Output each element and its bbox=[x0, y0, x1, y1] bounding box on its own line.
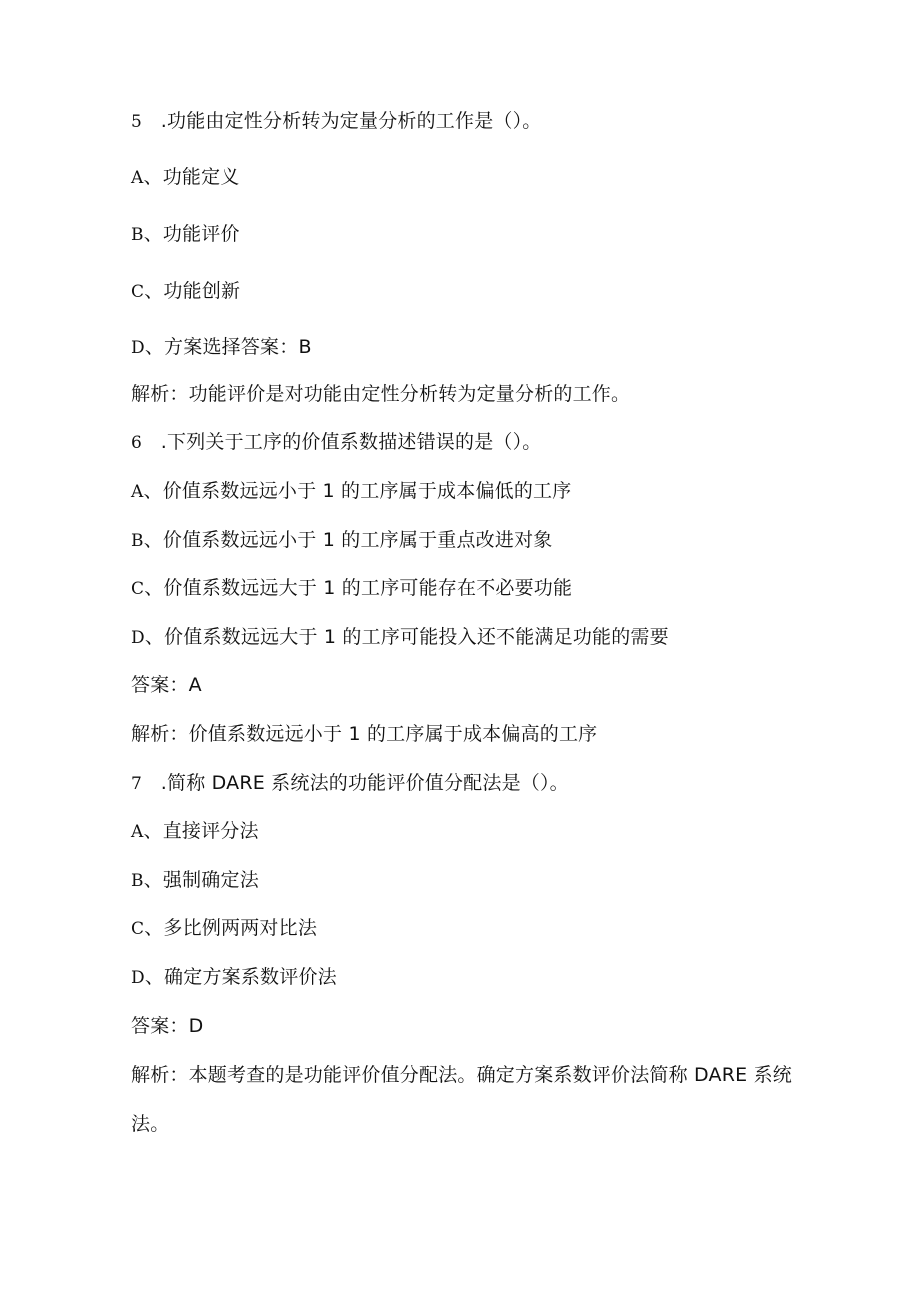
option-letter: D bbox=[131, 968, 145, 988]
option-text: 强制确定法 bbox=[162, 869, 259, 891]
question-number: 7 bbox=[131, 774, 143, 794]
option-letter: C bbox=[131, 282, 145, 302]
option-separator: 、 bbox=[144, 966, 165, 988]
option-separator: 、 bbox=[143, 480, 163, 502]
question-7-stem bbox=[131, 770, 569, 797]
option-text: 价值系数远远大于 1 的工序可能存在不必要功能 bbox=[163, 577, 573, 599]
analysis-text: 解析：功能评价是对功能由定性分析转为定量分析的工作。 bbox=[131, 383, 631, 405]
option-separator: 、 bbox=[143, 529, 163, 551]
analysis-text: 法。 bbox=[131, 1113, 170, 1135]
question-text: .下列关于工序的价值系数描述错误的是（）。 bbox=[160, 431, 542, 453]
question-5-option-b bbox=[131, 221, 240, 248]
answer-text: 答案：D bbox=[131, 1015, 204, 1037]
option-text: 价值系数远远小于 1 的工序属于成本偏低的工序 bbox=[162, 480, 572, 502]
question-7-option-c bbox=[131, 915, 317, 942]
question-5-analysis bbox=[131, 381, 630, 407]
option-text: 功能定义 bbox=[162, 166, 240, 188]
option-separator: 、 bbox=[143, 820, 163, 842]
question-5-stem bbox=[131, 108, 542, 135]
option-letter: B bbox=[131, 225, 144, 245]
question-6-option-a bbox=[131, 478, 571, 505]
option-separator: 、 bbox=[144, 917, 164, 939]
question-6-analysis bbox=[131, 721, 597, 747]
option-text: 功能评价 bbox=[162, 223, 240, 245]
option-text: 直接评分法 bbox=[162, 820, 259, 842]
question-text: .简称 DARE 系统法的功能评价值分配法是（）。 bbox=[160, 772, 569, 794]
option-letter: C bbox=[131, 919, 145, 939]
question-7-option-a bbox=[131, 818, 259, 845]
option-separator: 、 bbox=[143, 166, 163, 188]
question-5-option-c bbox=[131, 278, 240, 305]
question-6-option-b bbox=[131, 527, 552, 554]
option-text: 方案选择答案：B bbox=[164, 336, 312, 358]
option-letter: A bbox=[131, 168, 144, 188]
question-7-analysis-line-2 bbox=[131, 1111, 169, 1137]
option-letter: C bbox=[131, 579, 145, 599]
option-text: 确定方案系数评价法 bbox=[164, 966, 337, 988]
analysis-text: 解析：本题考查的是功能评价值分配法。确定方案系数评价法简称 DARE 系统 bbox=[131, 1064, 792, 1086]
question-7-answer bbox=[131, 1013, 203, 1039]
option-letter: B bbox=[131, 871, 144, 891]
option-text: 价值系数远远小于 1 的工序属于重点改进对象 bbox=[162, 529, 553, 551]
analysis-text: 解析：价值系数远远小于 1 的工序属于成本偏高的工序 bbox=[131, 723, 598, 745]
option-separator: 、 bbox=[144, 336, 165, 358]
option-letter: D bbox=[131, 338, 145, 358]
question-5-option-d bbox=[131, 334, 312, 361]
option-letter: B bbox=[131, 531, 144, 551]
option-letter: A bbox=[131, 822, 144, 842]
option-separator: 、 bbox=[143, 869, 163, 891]
option-separator: 、 bbox=[144, 577, 164, 599]
answer-text: 答案：A bbox=[131, 674, 202, 696]
question-6-option-c bbox=[131, 575, 572, 602]
option-separator: 、 bbox=[144, 280, 164, 302]
question-text: .功能由定性分析转为定量分析的工作是（）。 bbox=[160, 110, 542, 132]
question-7-option-d bbox=[131, 964, 337, 991]
question-number: 5 bbox=[131, 112, 143, 132]
option-text: 价值系数远远大于 1 的工序可能投入还不能满足功能的需要 bbox=[164, 626, 669, 648]
option-letter: D bbox=[131, 628, 145, 648]
option-separator: 、 bbox=[144, 626, 165, 648]
option-text: 功能创新 bbox=[163, 280, 241, 302]
option-text: 多比例两两对比法 bbox=[163, 917, 318, 939]
question-number: 6 bbox=[131, 433, 143, 453]
question-6-answer bbox=[131, 672, 202, 698]
question-5-option-a bbox=[131, 164, 240, 191]
question-6-stem bbox=[131, 429, 542, 456]
option-letter: A bbox=[131, 482, 144, 502]
option-separator: 、 bbox=[143, 223, 163, 245]
question-7-option-b bbox=[131, 867, 259, 894]
question-7-analysis-line-1 bbox=[131, 1062, 792, 1088]
question-6-option-d bbox=[131, 624, 669, 651]
